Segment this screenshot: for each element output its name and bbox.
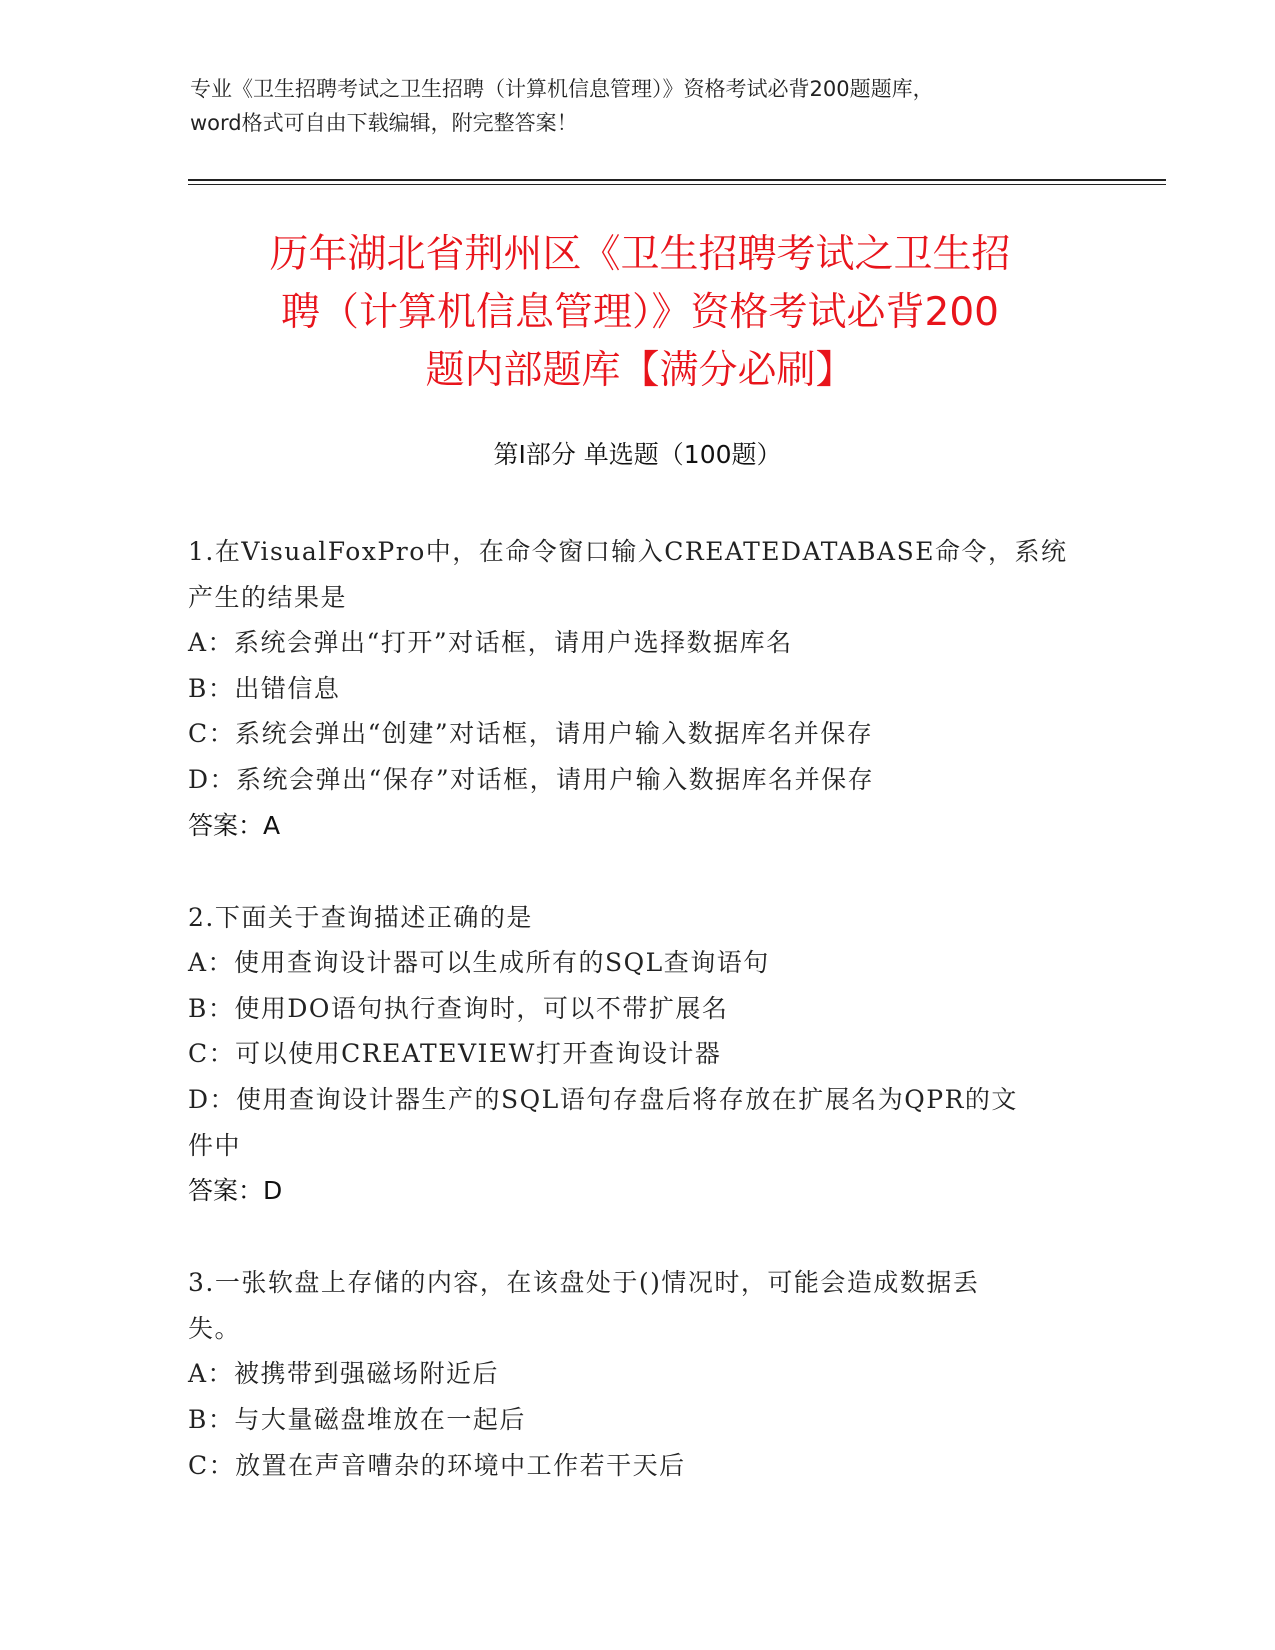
header-note bbox=[190, 72, 1090, 140]
option-d-continued: 件中 bbox=[188, 1130, 242, 1160]
header-divider-thin bbox=[188, 184, 1166, 185]
title-line: 题内部题库【满分必刷】 bbox=[425, 348, 855, 393]
document-title bbox=[180, 226, 1100, 400]
option-b: B：出错信息 bbox=[188, 673, 341, 703]
header-note-line: word格式可自由下载编辑，附完整答案！ bbox=[190, 111, 578, 135]
header-note-line: 专业《卫生招聘考试之卫生招聘（计算机信息管理）》资格考试必背200题题库， bbox=[190, 77, 934, 101]
question-stem: 2.下面关于查询描述正确的是 bbox=[188, 902, 533, 932]
question-stem: 3.一张软盘上存储的内容，在该盘处于()情况时，可能会造成数据丢 bbox=[188, 1268, 980, 1298]
option-d: D：使用查询设计器生产的SQL语句存盘后将存放在扩展名为QPR的文 bbox=[188, 1084, 1018, 1114]
question-stem: 产生的结果是 bbox=[188, 582, 348, 612]
option-c: C：可以使用CREATEVIEW打开查询设计器 bbox=[188, 1039, 722, 1069]
question-item bbox=[188, 529, 1088, 849]
title-line: 历年湖北省荆州区《卫生招聘考试之卫生招 bbox=[269, 232, 1011, 277]
title-line: 聘（计算机信息管理）》资格考试必背200 bbox=[281, 290, 999, 335]
question-list bbox=[188, 529, 1088, 1534]
question-stem: 失。 bbox=[188, 1313, 242, 1343]
question-item bbox=[188, 1260, 1088, 1488]
option-a: A：被携带到强磁场附近后 bbox=[188, 1359, 500, 1389]
question-stem: 1.在VisualFoxPro中，在命令窗口输入CREATEDATABASE命令，系统 bbox=[188, 537, 1068, 566]
option-d: D：系统会弹出“保存”对话框，请用户输入数据库名并保存 bbox=[188, 764, 875, 794]
section-heading: 第Ⅰ部分 单选题（100题） bbox=[493, 440, 782, 469]
question-item bbox=[188, 895, 1088, 1215]
option-b: B：与大量磁盘堆放在一起后 bbox=[188, 1404, 526, 1434]
option-a: A：系统会弹出“打开”对话框，请用户选择数据库名 bbox=[188, 628, 793, 658]
answer-label: 答案：D bbox=[188, 1176, 283, 1206]
option-c: C：系统会弹出“创建”对话框，请用户输入数据库名并保存 bbox=[188, 719, 874, 749]
option-c: C：放置在声音嘈杂的环境中工作若干天后 bbox=[188, 1450, 686, 1480]
answer-label: 答案：A bbox=[188, 810, 281, 840]
option-a: A：使用查询设计器可以生成所有的SQL查询语句 bbox=[188, 948, 770, 978]
header-divider-thick bbox=[188, 179, 1166, 181]
option-b: B：使用DO语句执行查询时，可以不带扩展名 bbox=[188, 993, 729, 1023]
